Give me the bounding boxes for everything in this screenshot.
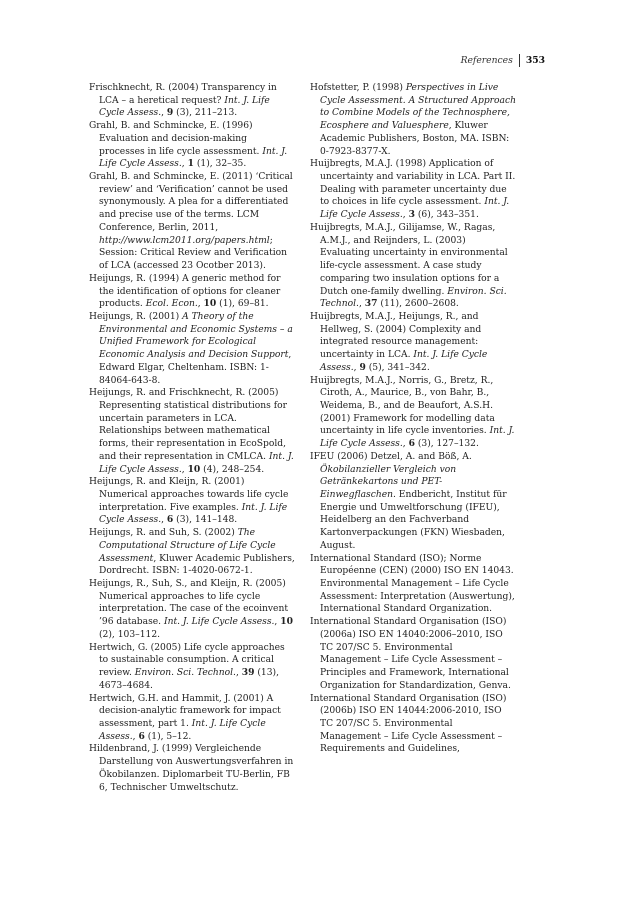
reference-text: , bbox=[181, 159, 188, 170]
italic-text: A Theory of the Environmental and Economic Systems – a Unified Framework for Ecological Economic Analysis and Decision Support bbox=[99, 311, 293, 361]
italic-text: Perspectives in Live Cycle Assessment. A Structured Approach to Combine Models of the Technosphere, Ecosphere and Valuesphere bbox=[320, 83, 516, 132]
italic-text: Ökobilanzieller Vergleich von Getränkekartons und PET-Einwegflaschen bbox=[320, 464, 457, 500]
reference-entry bbox=[89, 693, 295, 744]
reference-entry bbox=[89, 578, 295, 642]
running-header bbox=[461, 54, 545, 67]
reference-text: , bbox=[274, 617, 281, 628]
reference-text: Huijbregts, M.A.J. (1998) Application of uncertainty and variability in LCA. Part II. Dealing with parameter uncertainty due to choices in life cycle assessment. bbox=[310, 159, 516, 208]
reference-text: , Kluwer Academic Publishers, Dordrecht. ISBN: 1-4020-0672-1. bbox=[99, 553, 295, 577]
volume-number: 37 bbox=[364, 298, 378, 310]
reference-text: (13), 4673–4684. bbox=[99, 668, 280, 691]
reference-text: Heijungs, R., Suh, S., and Kleijn, R. (2005) Numerical approaches to life cycle interpretation. The case of the ecoinvent ’96 database. bbox=[89, 579, 289, 628]
reference-text: , bbox=[181, 464, 188, 475]
reference-text: (1), 32–35. bbox=[193, 159, 247, 170]
volume-number: 39 bbox=[241, 667, 255, 679]
reference-entry bbox=[310, 375, 516, 451]
reference-text: International Standard Organisation (ISO) (2006a) ISO EN 14040:2006–2010, ISO TC 207/SC 5. Environmental Management – Life Cycle Assessment – Principles and Framework, International Organization for Standardization, Genva. bbox=[310, 617, 511, 691]
italic-text: Environ. Sci. Technol. bbox=[320, 286, 507, 310]
reference-text: (1), 5–12. bbox=[144, 731, 192, 742]
reference-text: Frischknecht, R. (2004) Transparency in LCA – a heretical request? bbox=[89, 83, 277, 106]
reference-entry bbox=[310, 311, 516, 375]
reference-text: , bbox=[235, 668, 242, 679]
reference-entry bbox=[310, 158, 516, 222]
reference-text: Huijbregts, M.A.J., Norris, G., Bretz, R., Ciroth, A., Maurice, B., von Bahr, B., Weidema, B., and de Beaufort, A.S.H. (2001) Framework for modelling data uncertainty in life cycle inventories. bbox=[310, 375, 495, 437]
reference-text: Huijbregts, M.A.J., Gilijamse, W., Ragas, A.M.J., and Reijnders, L. (2003) Evaluating uncertainty in environmental life-cycle assessment. A case study comparing two insulation options for a Dutch one-family dwelling. bbox=[310, 222, 508, 297]
reference-text: , bbox=[402, 439, 409, 450]
italic-text: Int. J. Life Cycle Assess. bbox=[99, 502, 288, 526]
reference-text: Grahl, B. and Schmincke, E. (1996) Evaluation and decision-making processes in life cycle assessment. bbox=[89, 121, 263, 157]
volume-number: 10 bbox=[203, 298, 217, 310]
reference-text: , bbox=[161, 515, 167, 526]
volume-number: 10 bbox=[280, 616, 293, 628]
reference-text: Heijungs, R. and Suh, S. (2002) bbox=[89, 528, 238, 539]
volume-number: 10 bbox=[187, 463, 201, 475]
italic-text: Int. J. Life Cycle Assess. bbox=[320, 426, 515, 450]
volume-number: 6 bbox=[166, 514, 174, 526]
reference-text: (2), 103–112. bbox=[99, 629, 161, 640]
reference-entry bbox=[89, 171, 295, 273]
reference-text: (1), 69–81. bbox=[216, 299, 269, 310]
reference-entry bbox=[310, 82, 516, 158]
volume-number: 6 bbox=[408, 438, 415, 450]
reference-text: International Standard (ISO); Norme Européenne (CEN) (2000) ISO EN 14043. Environmental Management – Life Cycle Assessment: Interpretation (Auswertung), International Standard Organization. bbox=[310, 553, 515, 615]
reference-text: Heijungs, R. and Kleijn, R. (2001) Numerical approaches towards life cycle interpretation. Five examples. bbox=[89, 477, 289, 513]
reference-entry bbox=[310, 693, 516, 757]
reference-text: Hildenbrand, J. (1999) Vergleichende Darstellung von Auswertungsverfahren in Ökobilanzen. Diplomarbeit TU-Berlin, FB 6, Technischer Umweltschutz. bbox=[89, 744, 294, 793]
page-number: 353 bbox=[525, 55, 545, 66]
reference-entry bbox=[89, 642, 295, 693]
reference-text: Grahl, B. and Schmincke, E. (2011) ‘Critical review’ and ‘Verification’ cannot be used synonymously. A plea for a differentiated and precise use of the terms. LCM Conference, Berlin, 2011, bbox=[89, 172, 293, 233]
reference-text: , bbox=[197, 299, 204, 310]
reference-text: . Endbericht, Institut für Energie und Umweltforschung (IFEU), Heidelberg an den Fachverband Kartonverpackungen (FKN) Wiesbaden, August. bbox=[320, 490, 507, 551]
reference-text: , bbox=[402, 210, 409, 221]
reference-text: , Kluwer Academic Publishers, Boston, MA. ISBN: 0-7923-8377-X. bbox=[320, 121, 510, 157]
italic-text: Int. J. Life Cycle Assess. bbox=[163, 617, 275, 628]
volume-number: 9 bbox=[166, 107, 174, 119]
volume-number: 9 bbox=[359, 361, 366, 373]
italic-text: Int. J. Life Cycle Assess. bbox=[99, 146, 288, 170]
reference-entry bbox=[89, 476, 295, 527]
reference-text: International Standard Organisation (ISO) (2006b) ISO EN 14044:2006-2010, ISO TC 207/SC 5. Environmental Management – Life Cycle Assessment – Requirements and Guidelines, bbox=[310, 693, 507, 755]
italic-text: Int. J. Life Cycle Assess. bbox=[99, 95, 270, 119]
section-title: References bbox=[460, 55, 513, 66]
reference-text: (11), 2600–2608. bbox=[377, 299, 459, 310]
reference-text: IFEU (2006) Detzel, A. and Böß, A. bbox=[310, 451, 472, 462]
header-divider bbox=[519, 54, 520, 67]
reference-entry bbox=[89, 743, 295, 794]
reference-entry bbox=[89, 82, 295, 120]
reference-entry bbox=[89, 387, 295, 476]
reference-entry bbox=[89, 311, 295, 387]
reference-text: Hertwich, G.H. and Hammit, J. (2001) A decision-analytic framework for impact assessment, part 1. bbox=[89, 693, 281, 729]
reference-entry bbox=[310, 553, 516, 617]
reference-text: , bbox=[161, 108, 167, 119]
volume-number: 6 bbox=[138, 730, 145, 742]
volume-number: 1 bbox=[187, 158, 194, 170]
right-reference-column bbox=[310, 82, 516, 756]
reference-text: Hertwich, G. (2005) Life cycle approaches to sustainable consumption. A critical review. bbox=[89, 642, 285, 679]
left-reference-column bbox=[89, 82, 295, 794]
italic-text: Ecol. Econ. bbox=[145, 299, 198, 310]
reference-text: (6), 343–351. bbox=[414, 210, 479, 221]
reference-entry bbox=[310, 451, 516, 553]
italic-text: The Computational Structure of Life Cycle Assessment bbox=[99, 528, 276, 564]
reference-entry bbox=[89, 527, 295, 578]
reference-entry bbox=[89, 273, 295, 311]
reference-text: (3), 211–213. bbox=[173, 108, 238, 119]
reference-entry bbox=[310, 616, 516, 692]
italic-text: Int. J. Life Cycle Assess. bbox=[99, 718, 266, 742]
reference-text: , bbox=[132, 731, 139, 742]
reference-text: Hofstetter, P. (1998) bbox=[310, 83, 406, 93]
reference-text: , Edward Elgar, Cheltenham. ISBN: 1-84064-643-8. bbox=[99, 350, 292, 386]
reference-entry bbox=[310, 222, 516, 311]
italic-text: Environ. Sci. Technol. bbox=[134, 668, 236, 679]
reference-text: (3), 127–132. bbox=[414, 439, 479, 450]
reference-text: (4), 248–254. bbox=[200, 464, 265, 475]
volume-number: 3 bbox=[408, 209, 415, 221]
italic-text: Int. J. Life Cycle Assess. bbox=[320, 197, 510, 221]
reference-text: , bbox=[358, 299, 365, 310]
reference-entry bbox=[89, 120, 295, 171]
reference-text: ; Session: Critical Review and Verification of LCA (accessed 23 Ocotber 2013). bbox=[99, 235, 288, 272]
reference-text: (5), 341–342. bbox=[365, 362, 430, 373]
italic-text: Int. J. Life Cycle Assess. bbox=[99, 451, 294, 475]
reference-text: (3), 141–148. bbox=[173, 515, 238, 526]
reference-text: Heijungs, R. (2001) bbox=[89, 311, 183, 322]
reference-text: , bbox=[353, 362, 360, 373]
reference-text: Huijbregts, M.A.J., Heijungs, R., and Hellweg, S. (2004) Complexity and integrated resource management: uncertainty in LCA. bbox=[310, 311, 482, 361]
italic-text: Int. J. Life Cycle Assess. bbox=[320, 350, 488, 373]
reference-text: Heijungs, R. and Frischknecht, R. (2005) Representing statistical distributions for uncertain parameters in LCA. Relationships between mathematical forms, their representation in EcoSpold, and their representation in CMLCA. bbox=[89, 388, 287, 462]
italic-text: http://www.lcm2011.org/papers.html bbox=[99, 235, 270, 246]
reference-text: Heijungs, R. (1994) A generic method for the identification of options for cleaner products. bbox=[89, 273, 281, 310]
